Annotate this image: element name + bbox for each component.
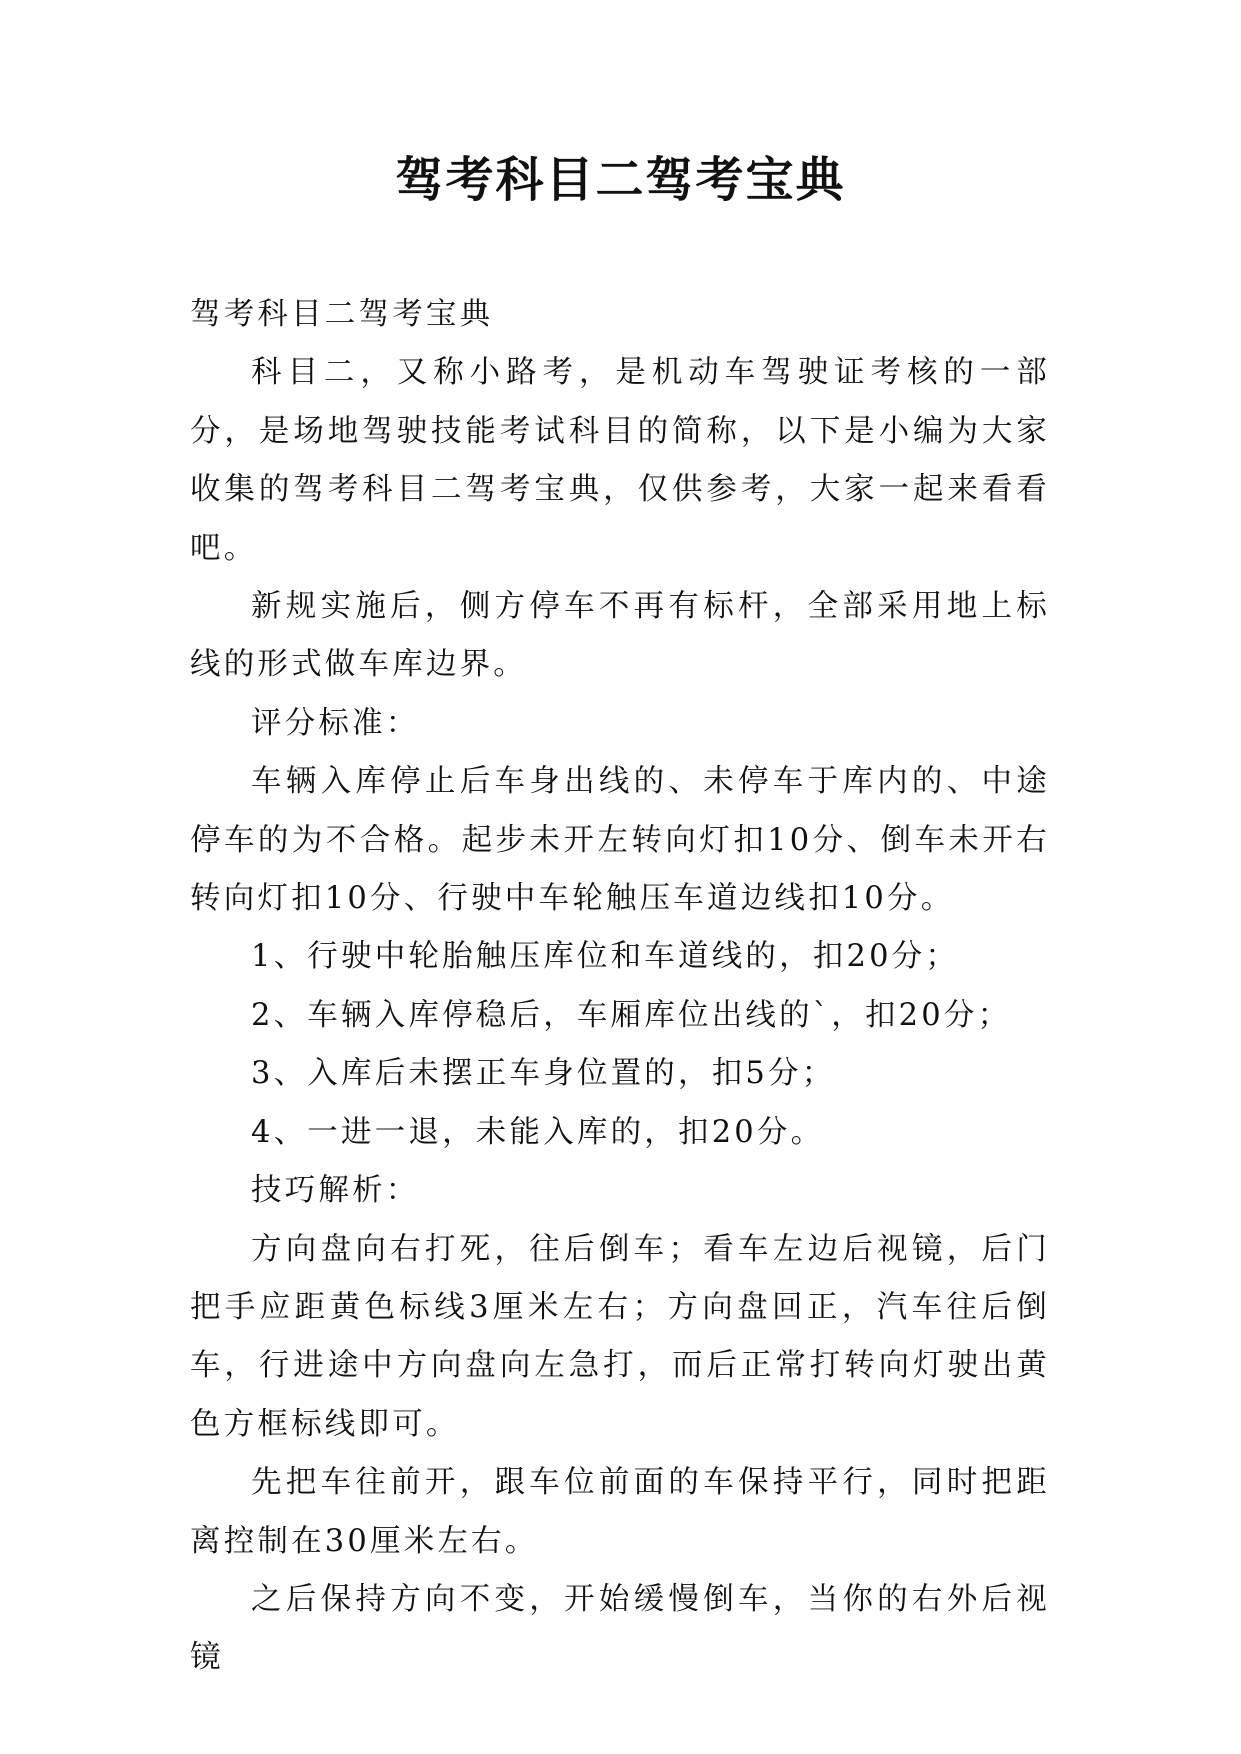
document-body (190, 286, 1050, 1688)
tips-paragraph-3: 之后保持方向不变，开始缓慢倒车，当你的右外后视镜 (190, 1581, 1050, 1676)
scoring-paragraph: 车辆入库停止后车身出线的、未停车于库内的、中途停车的为不合格。起步未开左转向灯扣10分、倒车未开右转向灯扣10分、行驶中车轮触压车道边线扣10分。 (190, 764, 1050, 917)
rule-item-4: 4、一进一退，未能入库的，扣20分。 (251, 1114, 825, 1150)
rule-item-1: 1、行驶中轮胎触压库位和车道线的，扣20分； (251, 939, 960, 975)
rule-item-3: 3、入库后未摆正车身位置的，扣5分； (251, 1056, 836, 1092)
tips-paragraph-2: 先把车往前开，跟车位前面的车保持平行，同时把距离控制在30厘米左右。 (190, 1465, 1050, 1559)
document-title: 驾考科目二驾考宝典 (395, 152, 846, 208)
scoring-heading: 评分标准： (251, 705, 420, 741)
rule-item-2: 2、车辆入库停稳后，车厢库位出线的`，扣20分； (251, 997, 1012, 1033)
tips-heading: 技巧解析： (251, 1173, 420, 1209)
new-rules-paragraph: 新规实施后，侧方停车不再有标杆，全部采用地上标线的形式做车库边界。 (190, 589, 1050, 683)
tips-paragraph-1: 方向盘向右打死，往后倒车；看车左边后视镜，后门把手应距黄色标线3厘米左右；方向盘回正，汽车往后倒车，行进途中方向盘向左急打，而后正常打转向灯驶出黄色方框标线即可。 (190, 1231, 1050, 1442)
subtitle-paragraph: 驾考科目二驾考宝典 (190, 297, 494, 332)
intro-paragraph: 科目二，又称小路考，是机动车驾驶证考核的一部分，是场地驾驶技能考试科目的简称，以下是小编为大家收集的驾考科目二驾考宝典，仅供参考，大家一起来看看吧。 (190, 355, 1050, 566)
